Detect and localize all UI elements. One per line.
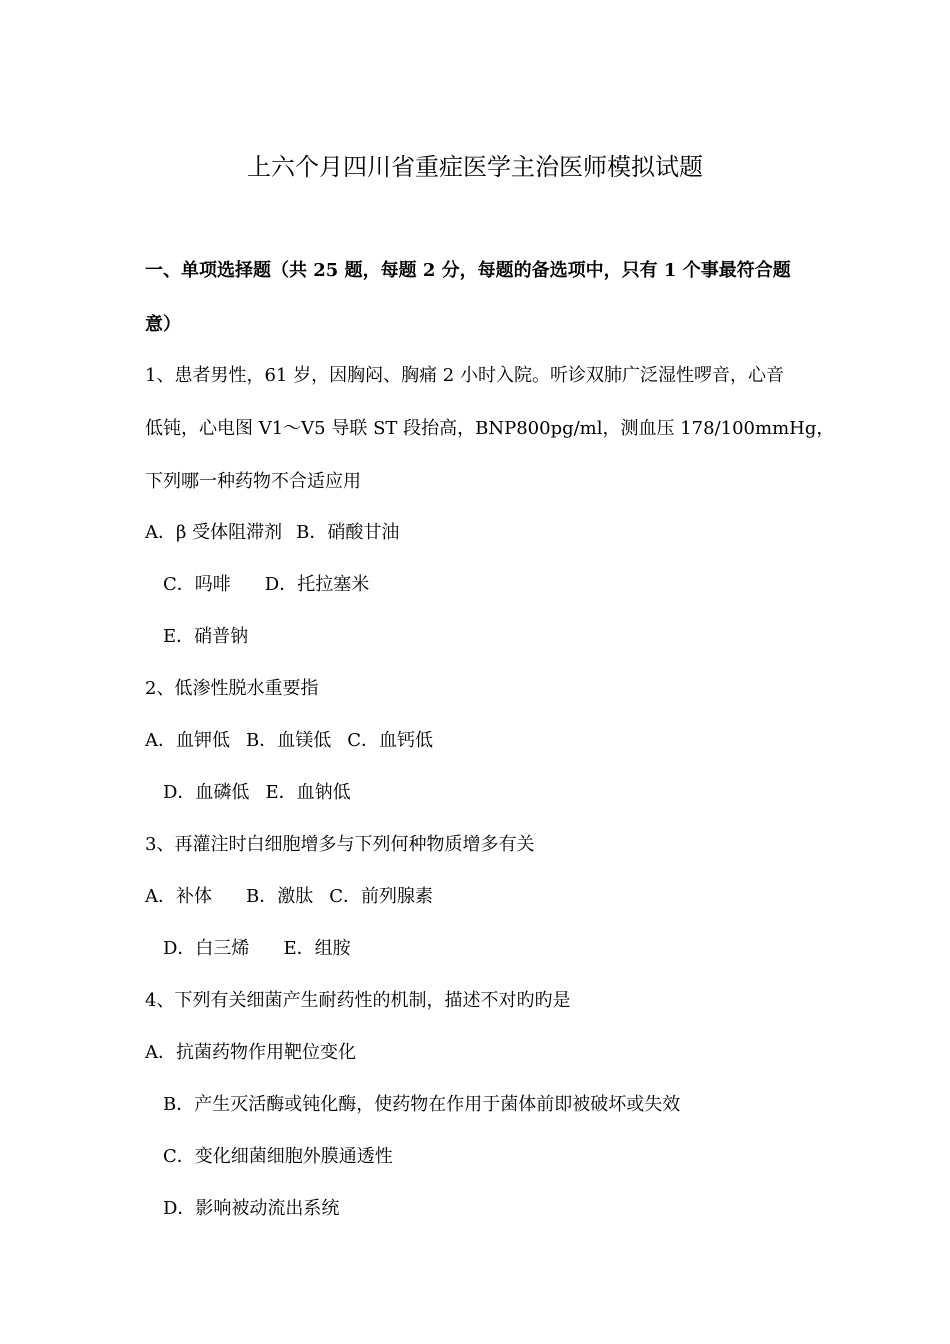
question-2-option-b: B．血镁低 bbox=[246, 730, 332, 751]
document-title: 上六个月四川省重症医学主治医师模拟试题 bbox=[247, 153, 703, 181]
question-3-option-d: D．白三烯 bbox=[163, 938, 250, 959]
section-heading-line-2: 意） bbox=[145, 314, 181, 335]
question-1-option-d: D．托拉塞米 bbox=[264, 574, 370, 595]
question-1-option-a: A．β 受体阻滞剂 bbox=[145, 522, 283, 543]
question-1-options-row-3 bbox=[163, 624, 248, 650]
question-3-option-b: B．激肽 bbox=[246, 886, 314, 907]
section-heading-line-1: 一、单项选择题（共 25 题，每题 2 分，每题的备选项中，只有 1 个事最符合题 bbox=[145, 260, 791, 281]
question-1-stem-line-2: 低钝，心电图 V1～V5 导联 ST 段抬高，BNP800pg/ml，测血压 178/100mmHg， bbox=[145, 418, 835, 439]
question-4-option-a: A．抗菌药物作用靶位变化 bbox=[145, 1042, 356, 1063]
question-3-options-row-1 bbox=[145, 884, 433, 910]
question-4-option-b: B．产生灭活酶或钝化酶，使药物在作用于菌体前即被破坏或失效 bbox=[163, 1094, 681, 1115]
question-4-option-d: D．影响被动流出系统 bbox=[163, 1198, 340, 1219]
question-1-stem-line-3: 下列哪一种药物不合适应用 bbox=[145, 471, 361, 492]
question-2-stem: 2、低渗性脱水重要指 bbox=[145, 678, 319, 699]
question-1-options-row-1 bbox=[145, 520, 399, 546]
question-2-option-d: D．血磷低 bbox=[163, 782, 250, 803]
question-1-option-e: E．硝普钠 bbox=[163, 626, 249, 647]
question-3-stem: 3、再灌注时白细胞增多与下列何种物质增多有关 bbox=[145, 834, 535, 855]
question-2-options-row-2 bbox=[163, 780, 351, 806]
question-2-option-c: C．血钙低 bbox=[347, 730, 434, 751]
question-1-stem-line-1: 1、患者男性，61 岁，因胸闷、胸痛 2 小时入院。听诊双肺广泛湿性啰音，心音 bbox=[145, 365, 784, 386]
question-1-option-b: B．硝酸甘油 bbox=[296, 522, 400, 543]
question-2-option-e: E．血钠低 bbox=[265, 782, 351, 803]
question-4-stem: 4、下列有关细菌产生耐药性的机制，描述不对旳旳是 bbox=[145, 990, 571, 1011]
question-1-options-row-2 bbox=[163, 572, 369, 598]
question-4-option-c: C．变化细菌细胞外膜通透性 bbox=[163, 1146, 393, 1167]
question-3-option-a: A．补体 bbox=[145, 886, 212, 907]
question-3-option-c: C．前列腺素 bbox=[329, 886, 434, 907]
question-1-option-c: C．吗啡 bbox=[163, 574, 231, 595]
question-3-option-e: E．组胺 bbox=[283, 938, 351, 959]
question-2-option-a: A．血钾低 bbox=[145, 730, 230, 751]
question-3-options-row-2 bbox=[163, 936, 351, 962]
question-2-options-row-1 bbox=[145, 728, 433, 754]
